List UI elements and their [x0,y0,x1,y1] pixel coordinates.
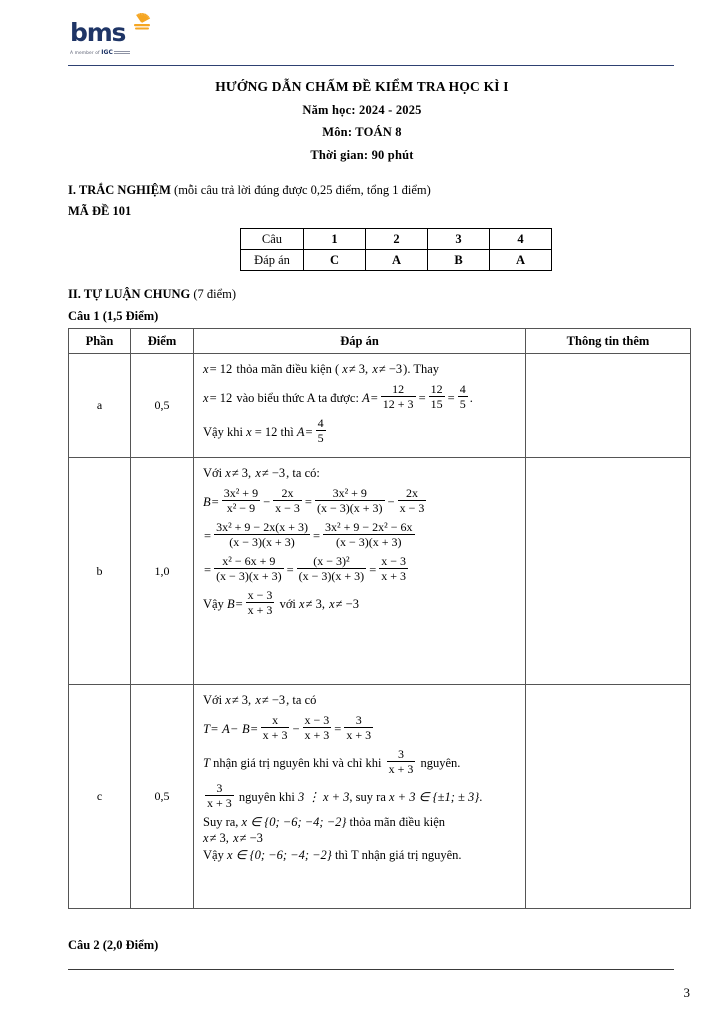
table-row [241,229,552,250]
column-header-part: Phần [69,329,131,354]
part-label-b: b [69,458,131,685]
sunburst-icon [128,13,156,35]
answer-content-a [194,354,526,458]
question-2-heading: Câu 2 (2,0 Điểm) [68,938,159,952]
fraction: $\frac{3}{x + 3}$ [346,713,372,743]
math-line: Với x≠ 3, x≠ −3, ta có: [203,466,320,481]
page-header [68,14,674,66]
column-header-answer: Đáp án [194,329,526,354]
section-1-label: I. TRẮC NGHIỆM [68,183,171,197]
logo-wordmark: bms [70,18,126,47]
answer-key-row-label-question: Câu [241,229,304,250]
math-line: x≠ 3, x≠ −3 [203,831,263,846]
fraction: $\frac{x - 3}{x + 3}$ [304,713,330,743]
section-1-note: (mỗi câu trả lời đúng được 0,25 điểm, tổng 1 điểm) [170,183,431,197]
question-number-3: 3 [428,229,490,250]
fraction: $\frac{12}{12 + 3}$ [382,382,414,412]
table-row [241,250,552,271]
table-row [69,354,691,458]
column-header-score: Điểm [131,329,194,354]
math-line: x= 12 thỏa mãn điều kiện ( x≠ 3, x≠ −3). Thay [203,362,440,376]
math-line: Suy ra, x ∈ {0; −6; −4; −2} thỏa mãn điều kiện [203,815,445,830]
fraction: $\frac{\text{(x − 3)²}}{(x - 3)(x + 3)}$ [298,554,365,584]
fraction: $\frac{4}{5}$ [459,382,466,412]
footer-divider [68,969,674,970]
part-score-c: 0,5 [131,685,194,909]
math-line: B= $\frac{\text{3x² + 9}}{\text{x² − 9}}$ − $\frac{2x}{x - 3}$ = $\frac{\text{3x² + 9}}{(x - 3)(x + 3)}$ − $\frac{2x}{x - 3}$ [203,486,425,516]
fraction: $\frac{x - 3}{x + 3}$ [381,554,407,584]
question-1-heading: Câu 1 (1,5 Điểm) [68,309,159,323]
math-line: Vậy x ∈ {0; −6; −4; −2} thì T nhận giá trị nguyên. [203,847,462,862]
rubric-table [68,328,691,909]
logo-tagline-bars [114,51,130,55]
fraction: $\frac{x - 3}{x + 3}$ [247,588,273,618]
page-number: 3 [683,985,690,1000]
table-row [69,458,691,685]
header-divider [68,65,674,66]
fraction: $\frac{3}{x + 3}$ [207,781,232,811]
fraction: $\frac{\text{x² − 6x + 9}}{(x - 3)(x + 3)}$ [216,554,282,584]
answer-1: C [304,250,366,271]
table-header-row [69,329,691,354]
question-number-1: 1 [304,229,366,250]
fraction: $\frac{12}{15}$ [430,382,443,412]
logo-tagline-brand: IGC [101,49,114,56]
duration: Thời gian: 90 phút [310,147,414,162]
title-block [0,80,724,171]
bms-logo [68,14,164,60]
school-year: Năm học: 2024 - 2025 [302,102,422,117]
math-line: Với x≠ 3, x≠ −3, ta có [203,693,317,708]
math-line: Vậy khi x = 12 thì A= $\frac{4}{5}$ [203,416,324,446]
table-row [69,685,691,909]
answer-2: A [366,250,428,271]
math-line: = $\frac{\text{3x² + 9 − 2x(x + 3)}}{(x - 3)(x + 3)}$ = $\frac{\text{3x² + 9 − 2x² − 6x}}{(x - 3)(x + 3)}$ [204,520,413,550]
question-number-4: 4 [490,229,552,250]
exam-code: MÃ ĐỀ 101 [68,204,132,218]
math-line: Vậy B= $\frac{x - 3}{x + 3}$ với x≠ 3, x≠ −3 [203,588,359,618]
math-line: $\frac{3}{x + 3}$ nguyên khi 3 ⋮ x + 3, suy ra x + 3 ∈ {±1; ± 3}. [207,781,483,811]
fraction: $\frac{x}{x + 3}$ [262,713,288,743]
extra-info-c [526,685,691,909]
section-multiple-choice-heading [68,184,431,197]
fraction: $\frac{2x}{x - 3}$ [275,486,300,516]
answer-4: A [490,250,552,271]
answer-key-table [240,228,552,271]
extra-info-a [526,354,691,458]
section-2-note: (7 điểm) [190,287,237,301]
question-number-2: 2 [366,229,428,250]
logo-tagline-prefix: A member of [70,51,100,56]
logo-tagline [70,49,130,56]
math-line: T nhận giá trị nguyên khi và chỉ khi $\frac{3}{x + 3}$ nguyên. [203,747,461,777]
answer-3: B [428,250,490,271]
fraction: $\frac{3}{x + 3}$ [388,747,414,777]
math-line: = $\frac{\text{x² − 6x + 9}}{(x - 3)(x + 3)}$ = $\frac{\text{(x − 3)²}}{(x - 3)(x + 3)}$ = $\frac{x - 3}{x + 3}$ [204,554,407,584]
fraction: $\frac{\text{3x² + 9}}{(x - 3)(x + 3)}$ [316,486,383,516]
column-header-extra-info: Thông tin thêm [526,329,691,354]
math-line: T= A− B= $\frac{x}{x + 3}$ − $\frac{x - 3}{x + 3}$ = $\frac{3}{x + 3}$ [203,713,372,743]
fraction: $\frac{\text{3x² + 9 − 2x² − 6x}}{(x - 3)(x + 3)}$ [325,520,413,550]
answer-content-c [194,685,526,909]
subject: Môn: TOÁN 8 [322,125,402,139]
extra-info-b [526,458,691,685]
fraction: $\frac{4}{5}$ [317,416,324,446]
section-2-label: II. TỰ LUẬN CHUNG [68,287,191,301]
part-label-c: c [69,685,131,909]
answer-key-row-label-answer: Đáp án [241,250,304,271]
fraction: $\frac{\text{3x² + 9 − 2x(x + 3)}}{(x - 3)(x + 3)}$ [216,520,308,550]
math-line: x= 12 vào biểu thức A ta được: A= $\frac{12}{12 + 3}$ = $\frac{12}{15}$ = $\frac{4}{5}$ . [203,382,473,412]
fraction: $\frac{2x}{x - 3}$ [399,486,425,516]
section-essay-heading [68,288,236,301]
part-score-a: 0,5 [131,354,194,458]
fraction: $\frac{\text{3x² + 9}}{\text{x² − 9}}$ [223,486,259,516]
answer-content-b [194,458,526,685]
part-label-a: a [69,354,131,458]
document-title: HƯỚNG DẪN CHẤM ĐỀ KIỂM TRA HỌC KÌ I [215,79,509,94]
part-score-b: 1,0 [131,458,194,685]
